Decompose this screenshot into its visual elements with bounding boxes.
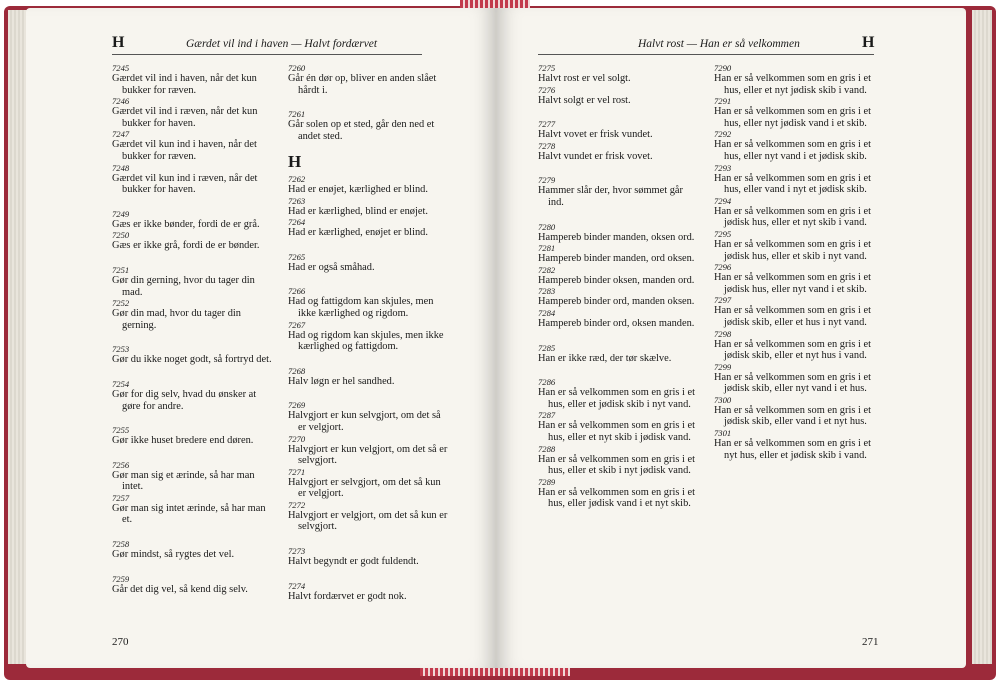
proverb-entry bbox=[112, 209, 272, 231]
entry-text: Gærdet vil ind i haven, når det kun bukker for ræven. bbox=[112, 73, 257, 96]
proverb-entry bbox=[714, 229, 874, 262]
page-edges-right bbox=[972, 10, 992, 664]
entry-number: 7272 bbox=[288, 499, 306, 510]
entry-text: Halvt fordærvet er godt nok. bbox=[288, 590, 407, 602]
entry-number: 7289 bbox=[538, 476, 556, 487]
proverb-entry bbox=[288, 217, 448, 239]
entry-number: 7287 bbox=[538, 410, 556, 421]
entry-number: 7257 bbox=[112, 492, 130, 503]
entry-number: 7252 bbox=[112, 298, 130, 309]
proverb-entry bbox=[538, 119, 698, 141]
entry-text: Går én dør op, bliver en anden slået hårdt i. bbox=[288, 73, 437, 96]
entry-number: 7294 bbox=[714, 195, 732, 206]
entry-text: Hampereb binder ord, oksen manden. bbox=[538, 317, 695, 329]
entry-text: Han er så velkommen som en gris i et jødisk hus, eller et nyt skib i vand. bbox=[714, 205, 871, 229]
entry-number: 7245 bbox=[112, 63, 130, 73]
entry-text: Han er så velkommen som en gris i et jødisk skib, eller nyt vand i et hus. bbox=[714, 371, 871, 395]
entry-text: Had er også småhad. bbox=[288, 261, 375, 273]
proverb-entry bbox=[288, 400, 448, 433]
entry-number: 7300 bbox=[714, 394, 732, 405]
running-title: Halvt rost — Han er så velkommen bbox=[638, 38, 800, 50]
entry-number: 7255 bbox=[112, 425, 130, 436]
entry-text: Han er så velkommen som en gris i et hus, eller vand i nyt et jødisk skib. bbox=[714, 172, 871, 196]
entry-number: 7279 bbox=[538, 175, 556, 186]
proverb-entry bbox=[288, 174, 448, 196]
entry-number: 7247 bbox=[112, 129, 130, 140]
proverb-entry bbox=[112, 63, 272, 96]
entry-text: Hammer slår der, hvor sømmet går ind. bbox=[538, 185, 684, 208]
entry-text: Gør ikke huset bredere end døren. bbox=[112, 435, 254, 447]
proverb-entry bbox=[112, 344, 272, 366]
entry-text: Gæs er ikke grå, fordi de er bønder. bbox=[112, 240, 260, 252]
entry-text: Halvt begyndt er godt fuldendt. bbox=[288, 556, 419, 568]
entry-number: 7274 bbox=[288, 580, 306, 591]
entry-number: 7269 bbox=[288, 400, 306, 411]
entry-text: Han er så velkommen som en gris i et jødisk hus, eller et skib i nyt vand. bbox=[714, 238, 871, 262]
entry-number: 7262 bbox=[288, 173, 306, 184]
proverb-entry bbox=[112, 425, 272, 447]
proverb-entry bbox=[714, 96, 874, 129]
proverb-entry bbox=[112, 265, 272, 298]
entry-text: Han er så velkommen som en gris i et jødisk skib, eller vand i et nyt hus. bbox=[714, 404, 871, 428]
entry-text: Had er kærlighed, enøjet er blind. bbox=[288, 227, 428, 239]
entry-number: 7296 bbox=[714, 262, 732, 273]
entry-text: Gærdet vil ind i ræven, når det kun bukker for haven. bbox=[112, 106, 258, 129]
entry-number: 7249 bbox=[112, 208, 130, 219]
entry-number: 7268 bbox=[288, 365, 306, 376]
entry-text: Halvgjort er velgjort, om det så kun er selvgjort. bbox=[288, 509, 448, 533]
entry-text: Gør din gerning, hvor du tager din mad. bbox=[112, 274, 255, 298]
proverb-entry bbox=[288, 286, 448, 319]
entry-number: 7263 bbox=[288, 195, 306, 206]
section-letter-header: H bbox=[112, 34, 125, 51]
proverb-entry bbox=[538, 308, 698, 330]
entry-text: Had er kærlighed, blind er enøjet. bbox=[288, 205, 428, 217]
entry-text: Gæs er ikke bønder, fordi de er grå. bbox=[112, 218, 260, 230]
entry-number: 7280 bbox=[538, 221, 556, 232]
entry-text: Han er så velkommen som en gris i et hus, eller nyt vand i et jødisk skib. bbox=[714, 139, 871, 162]
entry-number: 7254 bbox=[112, 378, 130, 389]
entry-text: Halv løgn er hel sandhed. bbox=[288, 375, 395, 387]
entry-text: Halvt solgt er vel rost. bbox=[538, 94, 631, 106]
entry-text: Halvt rost er vel solgt. bbox=[538, 73, 631, 84]
entry-text: Halvt vundet er frisk vovet. bbox=[538, 150, 653, 162]
entry-number: 7281 bbox=[538, 243, 556, 254]
proverb-entry bbox=[112, 379, 272, 412]
entry-number: 7264 bbox=[288, 217, 306, 228]
left-page bbox=[26, 8, 496, 668]
running-title: Gærdet vil ind i haven — Halvt fordærvet bbox=[186, 38, 378, 50]
entry-number: 7251 bbox=[112, 264, 130, 275]
entry-text: Gør din mad, hvor du tager din gerning. bbox=[112, 308, 241, 331]
proverb-entry bbox=[112, 96, 272, 129]
proverb-entry bbox=[538, 444, 698, 477]
entry-number: 7258 bbox=[112, 539, 130, 550]
entry-number: 7285 bbox=[538, 342, 556, 353]
proverb-entry bbox=[538, 343, 698, 365]
entry-text: Han er så velkommen som en gris i et hus, eller nyt jødisk vand i et skib. bbox=[714, 106, 871, 129]
proverb-entry bbox=[288, 581, 448, 603]
entry-text: Han er så velkommen som en gris i et hus, eller et nyt skib i jødisk vand. bbox=[538, 420, 695, 443]
entry-text: Han er så velkommen som en gris i et hus, eller et jødisk skib i nyt vand. bbox=[538, 387, 695, 410]
entry-number: 7276 bbox=[538, 84, 556, 95]
proverb-entry bbox=[288, 546, 448, 568]
entry-text: Gør man sig et ærinde, så har man intet. bbox=[112, 469, 255, 493]
left-page-column-1 bbox=[112, 63, 272, 595]
entry-number: 7265 bbox=[288, 251, 306, 262]
entry-number: 7293 bbox=[714, 162, 732, 173]
proverb-entry bbox=[538, 410, 698, 443]
right-page bbox=[496, 8, 966, 668]
entry-text: Halvgjort er kun selvgjort, om det så er velgjort. bbox=[288, 410, 441, 433]
headband-bottom bbox=[420, 668, 570, 676]
entry-number: 7271 bbox=[288, 466, 306, 477]
entry-text: Han er så velkommen som en gris i et jødisk hus, eller nyt vand i et skib. bbox=[714, 272, 871, 295]
entry-number: 7266 bbox=[288, 286, 306, 297]
proverb-entry bbox=[714, 295, 874, 328]
proverb-entry bbox=[714, 196, 874, 229]
proverb-entry bbox=[538, 243, 698, 265]
entry-number: 7273 bbox=[288, 546, 306, 557]
running-header bbox=[538, 36, 874, 55]
entry-text: Halvgjort er selvgjort, om det så kun er velgjort. bbox=[288, 476, 441, 500]
proverb-entry bbox=[288, 366, 448, 388]
entry-number: 7246 bbox=[112, 96, 130, 107]
entry-text: Han er så velkommen som en gris i et jødisk skib, eller et hus i nyt vand. bbox=[714, 305, 871, 328]
entry-number: 7248 bbox=[112, 162, 130, 173]
proverb-entry bbox=[112, 539, 272, 561]
proverb-entry bbox=[538, 175, 698, 208]
proverb-entry bbox=[538, 286, 698, 308]
left-page-column-2 bbox=[288, 63, 448, 602]
entry-text: Går det dig vel, så kend dig selv. bbox=[112, 583, 248, 595]
entry-number: 7250 bbox=[112, 230, 130, 241]
proverb-entry bbox=[112, 230, 272, 252]
entry-text: Han er så velkommen som en gris i et jødisk skib, eller et nyt hus i vand. bbox=[714, 338, 871, 362]
entry-number: 7284 bbox=[538, 307, 556, 318]
proverb-entry bbox=[714, 163, 874, 196]
entry-number: 7290 bbox=[714, 63, 732, 73]
proverb-entry bbox=[112, 298, 272, 331]
entry-text: Gør du ikke noget godt, så fortryd det. bbox=[112, 354, 272, 366]
proverb-entry bbox=[112, 460, 272, 493]
entry-text: Gærdet vil kun ind i ræven, når det bukker for haven. bbox=[112, 172, 258, 196]
entry-number: 7282 bbox=[538, 264, 556, 275]
entry-text: Hampereb binder ord, manden oksen. bbox=[538, 296, 695, 308]
entry-number: 7301 bbox=[714, 428, 732, 439]
entry-number: 7256 bbox=[112, 459, 130, 470]
proverb-entry bbox=[538, 85, 698, 107]
entry-number: 7292 bbox=[714, 129, 732, 140]
entry-number: 7283 bbox=[538, 286, 556, 297]
entry-number: 7270 bbox=[288, 433, 306, 444]
entry-text: Gør for dig selv, hvad du ønsker at gøre for andre. bbox=[112, 388, 257, 412]
entry-text: Halvgjort er kun velgjort, om det så er selvgjort. bbox=[288, 443, 448, 467]
entry-number: 7275 bbox=[538, 63, 556, 73]
entry-number: 7277 bbox=[538, 119, 556, 130]
entry-text: Han er så velkommen som en gris i et hus, eller et nyt jødisk skib i vand. bbox=[714, 73, 871, 96]
right-page-column-1 bbox=[538, 63, 698, 510]
entry-number: 7291 bbox=[714, 96, 732, 107]
entry-text: Han er så velkommen som en gris i et hus, eller et skib i nyt jødisk vand. bbox=[538, 453, 695, 477]
proverb-entry bbox=[288, 109, 448, 142]
proverb-entry bbox=[714, 329, 874, 362]
proverb-entry bbox=[714, 362, 874, 395]
proverb-entry bbox=[538, 265, 698, 287]
proverb-entry bbox=[714, 129, 874, 162]
entry-number: 7299 bbox=[714, 361, 732, 372]
entry-text: Gærdet vil kun ind i haven, når det bukker for ræven. bbox=[112, 139, 257, 162]
proverb-entry bbox=[538, 63, 698, 85]
entry-number: 7261 bbox=[288, 109, 306, 120]
entry-text: Had og rigdom kan skjules, men ikke kærlighed og fattigdom. bbox=[288, 329, 444, 353]
page-edges-left bbox=[8, 10, 28, 664]
entry-text: Han er så velkommen som en gris i et hus, eller jødisk vand i et nyt skib. bbox=[538, 486, 695, 510]
entry-number: 7253 bbox=[112, 344, 130, 355]
entry-number: 7260 bbox=[288, 63, 306, 73]
entry-text: Hampereb binder manden, ord oksen. bbox=[538, 253, 695, 265]
section-letter: H bbox=[288, 152, 302, 172]
entry-number: 7297 bbox=[714, 295, 732, 306]
proverb-entry bbox=[288, 63, 448, 96]
entry-number: 7259 bbox=[112, 573, 130, 584]
entry-number: 7278 bbox=[538, 140, 556, 151]
proverb-entry bbox=[714, 428, 874, 461]
entry-text: Hampereb binder oksen, manden ord. bbox=[538, 274, 695, 286]
entry-number: 7288 bbox=[538, 443, 556, 454]
running-header bbox=[112, 36, 422, 55]
proverb-entry bbox=[112, 574, 272, 596]
entry-number: 7267 bbox=[288, 319, 306, 330]
proverb-entry bbox=[538, 222, 698, 244]
proverb-entry bbox=[714, 63, 874, 96]
proverb-entry bbox=[288, 434, 448, 467]
entry-number: 7298 bbox=[714, 328, 732, 339]
proverb-entry bbox=[288, 467, 448, 500]
proverb-entry bbox=[288, 320, 448, 353]
page-number: 271 bbox=[862, 636, 879, 648]
proverb-entry bbox=[288, 196, 448, 218]
proverb-entry bbox=[288, 252, 448, 274]
page-number: 270 bbox=[112, 636, 129, 648]
entry-text: Hampereb binder manden, oksen ord. bbox=[538, 231, 695, 243]
entry-text: Han er så velkommen som en gris i et nyt hus, eller et jødisk skib i vand. bbox=[714, 438, 871, 461]
entry-text: Gør man sig intet ærinde, så har man et. bbox=[112, 502, 266, 526]
proverb-entry bbox=[112, 163, 272, 196]
proverb-entry bbox=[714, 262, 874, 295]
section-letter-header: H bbox=[862, 34, 875, 51]
headband-top bbox=[460, 0, 530, 8]
right-page-column-2 bbox=[714, 63, 874, 461]
entry-number: 7286 bbox=[538, 377, 556, 388]
entry-text: Halvt vovet er frisk vundet. bbox=[538, 129, 653, 141]
entry-number: 7295 bbox=[714, 228, 732, 239]
entry-text: Gør mindst, så rygtes det vel. bbox=[112, 549, 235, 561]
proverb-entry bbox=[112, 493, 272, 526]
proverb-entry bbox=[538, 377, 698, 410]
entry-text: Had og fattigdom kan skjules, men ikke kærlighed og rigdom. bbox=[288, 296, 434, 319]
proverb-entry bbox=[714, 395, 874, 428]
entry-text: Han er ikke ræd, der tør skælve. bbox=[538, 352, 672, 364]
entry-text: Går solen op et sted, går den ned et andet sted. bbox=[288, 119, 435, 142]
proverb-entry bbox=[538, 141, 698, 163]
entry-text: Had er enøjet, kærlighed er blind. bbox=[288, 183, 428, 195]
proverb-entry bbox=[288, 500, 448, 533]
proverb-entry bbox=[538, 477, 698, 510]
proverb-entry bbox=[112, 129, 272, 162]
